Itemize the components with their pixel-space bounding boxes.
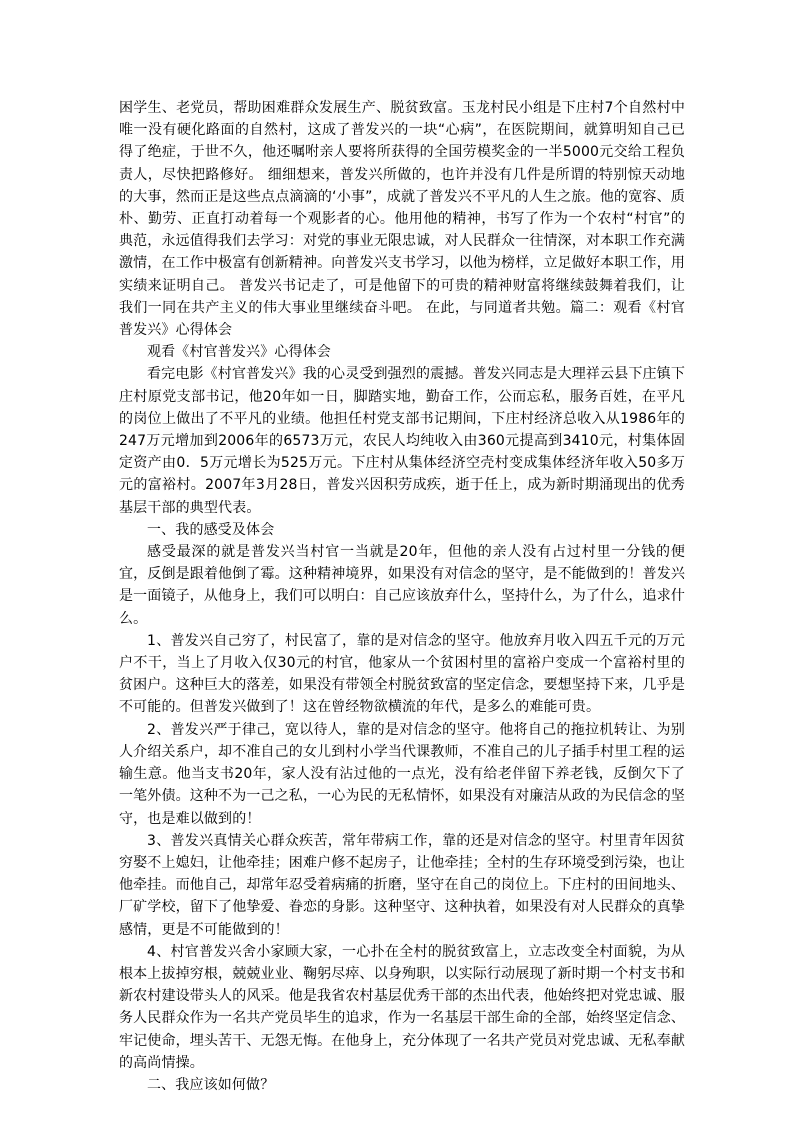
body-paragraph-point-1: 1、普发兴自己穷了，村民富了，靠的是对信念的坚守。他放弃月收入四五千元的万元户不干，当上了月收入仅30元的村官，他家从一个贫困村里的富裕户变成一个富裕村里的贫困户。这种巨大的落差，如果没有带领全村脱贫致富的坚定信念，要想坚持下来，几乎是不可能的。但普发兴做到了！这在曾经物欲横流的年代，是多么的难能可贵。 — [119, 632, 685, 716]
body-paragraph-intro: 看完电影《村官普发兴》我的心灵受到强烈的震撼。普发兴同志是大理祥云县下庄镇下庄村原党支部书记，他20年如一日，脚踏实地，勤奋工作，公而忘私，服务百姓，在平凡的岗位上做出了不平凡的业绩。他担任村党支部书记期间，下庄村经济总收入从1986年的247万元增加到2006年的6573万元，农民人均纯收入由360元提高到3410元，村集体固定资产由0．5万元增长为525万元。下庄村从集体经济空壳村变成集体经济年收入50多万元的富裕村。2007年3月28日，普发兴因积劳成疾，逝于任上，成为新时期涌现出的优秀基层干部的典型代表。 — [119, 366, 685, 516]
body-paragraph-continued: 困学生、老党员，帮助困难群众发展生产、脱贫致富。玉龙村民小组是下庄村7个自然村中唯一没有硬化路面的自然村，这成了普发兴的一块“心病”，在医院期间，就算明知自己已得了绝症，于世不久，他还嘱咐亲人要将所获得的全国劳模奖金的一半5000元交给工程负责人，尽快把路修好。 细细想来，普发兴所做的，也许并没有几件是所谓的特别惊天动地的大事，然而正是这些点点滴滴的‘小事”，成就了普发兴不平凡的人生之旅。他的宽容、质朴、勤劳、正直打动着每一个观影者的心。他用他的精神，书写了作为一个农村“村官”的典范，永远值得我们去学习：对党的事业无限忠诚，对人民群众一往情深，对本职工作充满激情，在工作中极富有创新精神。向普发兴支书学习，以他为榜样，立足做好本职工作，用实绩来证明自己。 普发兴书记走了，可是他留下的可贵的精神财富将继续鼓舞着我们，让我们一同在共产主义的伟大事业里继续奋斗吧。 在此，与同道者共勉。篇二：观看《村官普发兴》心得体会 — [119, 100, 685, 339]
document-page — [119, 97, 685, 1096]
section-heading-feelings: 一、我的感受及体会 — [147, 521, 275, 538]
section-heading-what-to-do: 二、我应该如何做？ — [147, 1076, 275, 1093]
body-paragraph-feelings: 感受最深的就是普发兴当村官一当就是20年，但他的亲人没有占过村里一分钱的便宜，反倒是跟着他倒了霉。这种精神境界，如果没有对信念的坚守，是不能做到的！普发兴是一面镜子，从他身上，我们可以明白：自己应该放弃什么，坚持什么，为了什么，追求什么。 — [119, 544, 685, 627]
body-paragraph-point-2: 2、普发兴严于律己，宽以待人，靠的是对信念的坚守。他将自己的拖拉机转让、为别人介绍关系户，却不准自己的女儿到村小学当代课教师，不准自己的儿子插手村里工程的运输生意。他当支书20年，家人没有沾过他的一点光，没有给老伴留下养老钱，反倒欠下了一笔外债。这种不为一己之私，一心为民的无私情怀，如果没有对廉洁从政的为民信念的坚守，也是难以做到的！ — [119, 721, 685, 827]
body-paragraph-point-3: 3、普发兴真情关心群众疾苦，常年带病工作，靠的还是对信念的坚守。村里青年因贫穷娶不上媳妇，让他牵挂；困难户修不起房子，让他牵挂；全村的生存环境受到污染，也让他牵挂。而他自己，却常年忍受着病痛的折磨，坚守在自己的岗位上。下庄村的田间地头、厂矿学校，留下了他挚爱、眷恋的身影。这种坚守、这种执着，如果没有对人民群众的真挚感情，更是不可能做到的！ — [119, 832, 685, 938]
section-subtitle: 观看《村官普发兴》心得体会 — [147, 344, 331, 361]
body-paragraph-point-4: 4、村官普发兴舍小家顾大家，一心扑在全村的脱贫致富上，立志改变全村面貌，为从根本上拔掉穷根，兢兢业业、鞠躬尽瘁、以身殉职，以实际行动展现了新时期一个村支书和新农村建设带头人的风采。他是我省农村基层优秀干部的杰出代表，他始终把对党忠诚、服务人民群众作为一名共产党员毕生的追求，作为一名基层干部生命的全部，始终坚定信念、牢记使命，埋头苦干、无怨无悔。在他身上，充分体现了一名共产党员对党忠诚、无私奉献的高尚情操。 — [119, 943, 685, 1071]
